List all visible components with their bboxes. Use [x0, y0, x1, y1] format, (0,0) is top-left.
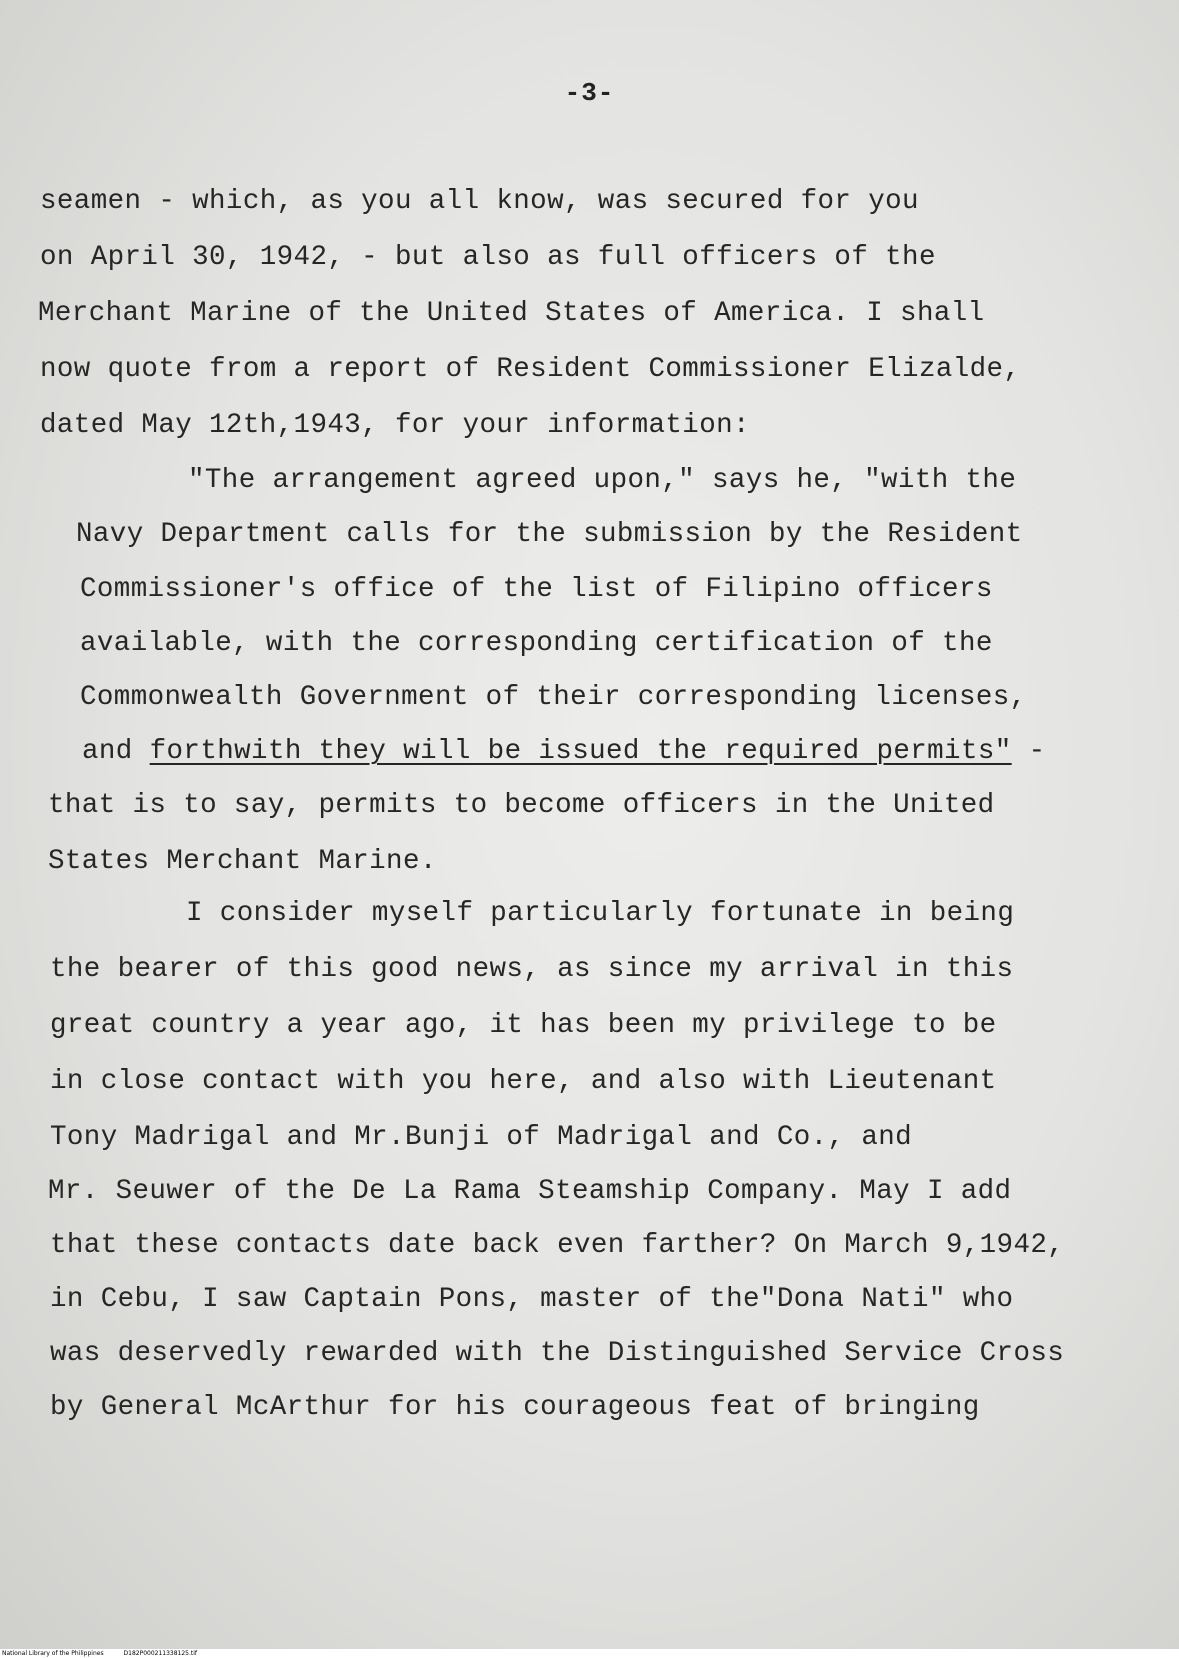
text-line: Merchant Marine of the United States of America. I shall	[38, 298, 985, 329]
text-line: the bearer of this good news, as since my arrival in this	[50, 954, 1014, 985]
text-line: Tony Madrigal and Mr.Bunji of Madrigal and Co., and	[50, 1122, 913, 1153]
text-line: in close contact with you here, and also with Lieutenant	[50, 1066, 997, 1097]
quote-line-start: and	[82, 736, 150, 767]
dash: -	[1011, 736, 1046, 767]
text-line: great country a year ago, it has been my privilege to be	[50, 1010, 997, 1041]
quote-line: Commissioner's office of the list of Filipino officers	[80, 574, 993, 605]
quote-line: "The arrangement agreed upon," says he, "with the	[188, 465, 1017, 496]
text-line: now quote from a report of Resident Commissioner Elizalde,	[40, 354, 1021, 385]
text-line: in Cebu, I saw Captain Pons, master of the"Dona Nati" who	[50, 1284, 1014, 1315]
quote-line: Navy Department calls for the submission by the Resident	[76, 519, 1023, 550]
paragraph-start-line: I consider myself particularly fortunate in being	[186, 898, 1015, 929]
page-number: -3-	[564, 78, 615, 108]
text-line: that is to say, permits to become officers in the United	[48, 790, 995, 821]
quote-line: available, with the corresponding certification of the	[80, 628, 993, 659]
quote-line: Commonwealth Government of their corresponding licenses,	[80, 682, 1027, 713]
quote-line	[82, 736, 1045, 767]
text-line: by General McArthur for his courageous feat of bringing	[50, 1392, 980, 1423]
text-line: seamen - which, as you all know, was secured for you	[40, 186, 919, 217]
text-line: on April 30, 1942, - but also as full officers of the	[40, 242, 936, 273]
text-line: was deservedly rewarded with the Distinguished Service Cross	[50, 1338, 1065, 1369]
text-line: States Merchant Marine.	[48, 846, 437, 877]
underlined-text: forthwith they will be issued the required permits"	[149, 736, 1012, 767]
text-line: that these contacts date back even farther? On March 9,1942,	[50, 1230, 1065, 1261]
footer-source: National Library of the Philippines	[2, 1650, 104, 1657]
footer-file-id: D182P000211338125.tif	[123, 1650, 198, 1657]
text-line: Mr. Seuwer of the De La Rama Steamship Company. May I add	[48, 1176, 1012, 1207]
scan-footer	[0, 1649, 1179, 1658]
text-line: dated May 12th,1943, for your information:	[40, 410, 750, 441]
